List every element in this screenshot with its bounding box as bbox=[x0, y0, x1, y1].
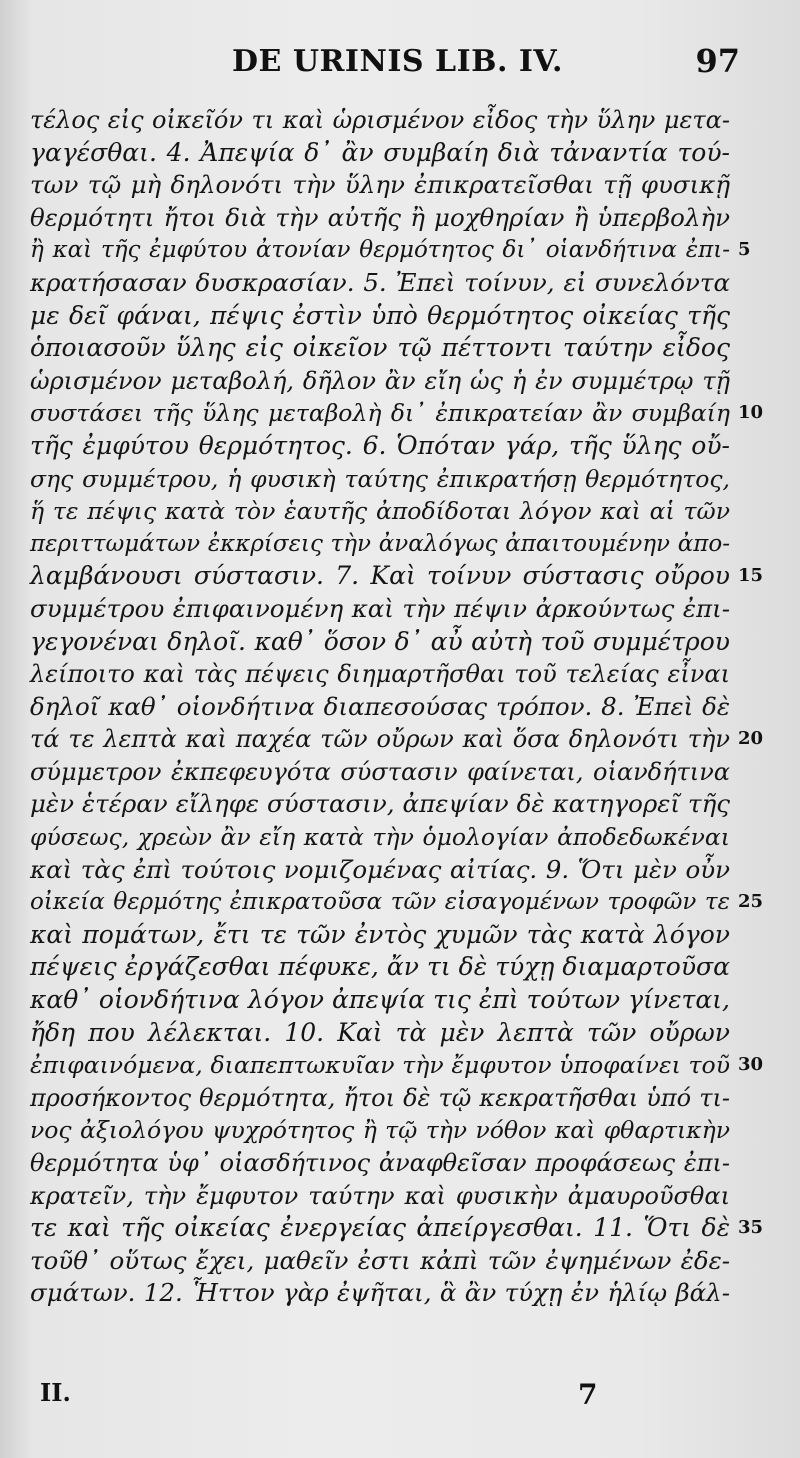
text-line bbox=[30, 1114, 730, 1147]
text-line bbox=[30, 723, 764, 756]
text-line-content: τέλος εἰς οἰκεῖόν τι καὶ ὡρισμένον εἶδος τὴν ὕλην μετα- bbox=[30, 106, 730, 134]
text-line-content: τοῦθ᾽ οὕτως ἔχει, μαθεῖν ἐστι κἀπὶ τῶν ἐψημένων ἐδε- bbox=[30, 1245, 730, 1275]
margin-line-number: 30 bbox=[738, 1054, 764, 1076]
text-line bbox=[30, 1245, 730, 1278]
greek-text-body bbox=[30, 104, 764, 1310]
text-line bbox=[30, 1049, 764, 1082]
text-line-content: ἥ τε πέψις κατὰ τὸν ἑαυτῆς ἀποδίδοται λόγον καὶ αἱ τῶν bbox=[30, 497, 730, 526]
text-line bbox=[30, 267, 730, 300]
text-line-content: ὁποιασοῦν ὕλης εἰς οἰκεῖον τῷ πέττοντι ταύτην εἶδος bbox=[30, 333, 730, 363]
text-line bbox=[30, 788, 730, 821]
text-line bbox=[30, 886, 764, 919]
text-line-content: γαγέσθαι. 4. Ἀπεψία δ᾽ ἂν συμβαίη διὰ τἀναντία τού- bbox=[30, 137, 730, 167]
text-line bbox=[30, 1180, 730, 1213]
text-line-content: θερμότητι ἤτοι διὰ τὴν αὐτῆς ἢ μοχθηρίαν ἢ ὑπερβολὴν bbox=[30, 202, 730, 232]
text-line-content: γεγονέναι δηλοῖ. καθ᾽ ὅσον δ᾽ αὖ αὐτὴ τοῦ συμμέτρου bbox=[30, 626, 730, 656]
margin-line-number: 10 bbox=[738, 402, 764, 424]
text-line-content: ἢ καὶ τῆς ἐμφύτου ἀτονίαν θερμότητος δι᾽ οἱανδήτινα ἐπι- bbox=[30, 237, 730, 264]
text-line bbox=[30, 495, 730, 528]
text-line-content: ὡρισμένον μεταβολή, δῆλον ἂν εἴη ὡς ἡ ἐν συμμέτρῳ τῇ bbox=[30, 366, 730, 395]
text-line bbox=[30, 984, 730, 1017]
text-line-content: με δεῖ φάναι, πέψις ἐστὶν ὑπὸ θερμότητος οἰκείας τῆς bbox=[30, 300, 730, 330]
text-line-content: δηλοῖ καθ᾽ οἱονδήτινα διαπεσούσας τρόπον. 8. Ἐπεὶ δὲ bbox=[30, 691, 730, 721]
text-line-content: κρατεῖν, τὴν ἔμφυτον ταύτην καὶ φυσικὴν ἀμαυροῦσθαι bbox=[30, 1181, 730, 1210]
text-line-content: καθ᾽ οἱονδήτινα λόγον ἀπεψία τις ἐπὶ τούτων γίνεται, bbox=[30, 985, 730, 1015]
text-line bbox=[30, 234, 751, 267]
text-line bbox=[30, 919, 730, 952]
text-line-content: λείποιτο καὶ τὰς πέψεις διημαρτῆσθαι τοῦ τελείας εἶναι bbox=[30, 660, 730, 689]
text-line bbox=[30, 463, 730, 496]
text-line-content: τε καὶ τῆς οἰκείας ἐνεργείας ἀπείργεσθαι. 11. Ὅτι δὲ bbox=[30, 1213, 730, 1243]
text-line-content: ἤδη που λέλεκται. 10. Καὶ τὰ μὲν λεπτὰ τῶν οὔρων bbox=[30, 1017, 730, 1047]
text-line bbox=[30, 137, 730, 170]
text-line-content: νος ἀξιολόγου ψυχρότητος ἢ τῷ τὴν νόθον καὶ φθαρτικὴν bbox=[30, 1116, 730, 1145]
margin-line-number: 15 bbox=[738, 565, 764, 587]
text-line bbox=[30, 1277, 730, 1310]
margin-line-number: 5 bbox=[738, 239, 751, 261]
text-line bbox=[30, 430, 730, 463]
text-line-content: σύμμετρον ἐκπεφευγότα σύστασιν φαίνεται, οἱανδήτινα bbox=[30, 757, 730, 786]
text-line-content: καὶ πομάτων, ἔτι τε τῶν ἐντὸς χυμῶν τὰς κατὰ λόγον bbox=[30, 919, 730, 949]
text-line bbox=[30, 560, 764, 593]
text-line bbox=[30, 1212, 764, 1245]
margin-line-number: 20 bbox=[738, 728, 764, 750]
text-line-content: μὲν ἑτέραν εἴληφε σύστασιν, ἀπεψίαν δὲ κατηγορεῖ τῆς bbox=[30, 789, 730, 819]
text-line-content: καὶ τὰς ἐπὶ τούτοις νομιζομένας αἰτίας. 9. Ὅτι μὲν οὖν bbox=[30, 854, 730, 884]
page-header bbox=[40, 42, 740, 82]
text-line bbox=[30, 332, 730, 365]
page-number: 97 bbox=[695, 42, 740, 80]
text-line bbox=[30, 756, 730, 789]
running-head: DE URINIS LIB. IV. bbox=[232, 44, 563, 79]
text-line bbox=[30, 1017, 730, 1050]
text-line-content: φύσεως, χρεὼν ἂν εἴη κατὰ τὴν ὁμολογίαν ἀποδεδωκέναι bbox=[30, 823, 730, 852]
text-line-content: των τῷ μὴ δηλονότι τὴν ὕλην ἐπικρατεῖσθαι τῇ φυσικῇ bbox=[30, 170, 730, 200]
text-line bbox=[30, 821, 730, 854]
text-line bbox=[30, 169, 730, 202]
text-line bbox=[30, 951, 730, 984]
signature-mark: II. bbox=[40, 1378, 71, 1407]
margin-line-number: 35 bbox=[738, 1217, 764, 1239]
text-line bbox=[30, 691, 730, 724]
text-line-content: τά τε λεπτὰ καὶ παχέα τῶν οὔρων καὶ ὅσα δηλονότι τὴν bbox=[30, 725, 730, 754]
text-line bbox=[30, 626, 730, 659]
text-line-content: πέψεις ἐργάζεσθαι πέφυκε, ἄν τι δὲ τύχῃ διαμαρτοῦσα bbox=[30, 952, 730, 982]
text-line-content: κρατήσασαν δυσκρασίαν. 5. Ἐπεὶ τοίνυν, εἰ συνελόντα bbox=[30, 267, 730, 297]
text-line bbox=[30, 593, 730, 626]
text-line bbox=[30, 202, 730, 235]
text-line bbox=[30, 300, 730, 333]
text-line-content: συστάσει τῆς ὕλης μεταβολὴ δι᾽ ἐπικρατείαν ἂν συμβαίη bbox=[30, 399, 730, 428]
text-line bbox=[30, 104, 730, 137]
text-line-content: συμμέτρου ἐπιφαινομένη καὶ τὴν πέψιν ἀρκούντως ἐπι- bbox=[30, 593, 730, 623]
text-line bbox=[30, 854, 730, 887]
text-line bbox=[30, 658, 730, 691]
text-line-content: σμάτων. 12. Ἧττον γὰρ ἐψῆται, ἃ ἂν τύχῃ ἐν ἡλίῳ βάλ- bbox=[30, 1278, 730, 1308]
text-line-content: ἐπιφαινόμενα, διαπεπτωκυῖαν τὴν ἔμφυτον ὑποφαίνει τοῦ bbox=[30, 1051, 730, 1080]
text-line bbox=[30, 365, 730, 398]
text-line-content: σης συμμέτρου, ἡ φυσικὴ ταύτης ἐπικρατήσῃ θερμότητος, bbox=[30, 464, 730, 493]
text-line bbox=[30, 397, 764, 430]
page-footer bbox=[30, 1378, 730, 1411]
text-line-content: θερμότητα ὑφ᾽ οἱασδήτινος ἀναφθεῖσαν προφάσεως ἐπι- bbox=[30, 1149, 730, 1177]
sheet-number: 7 bbox=[578, 1378, 598, 1411]
text-line-content: προσήκοντος θερμότητα, ἤτοι δὲ τῷ κεκρατῆσθαι ὑπό τι- bbox=[30, 1083, 730, 1112]
text-line-content: τῆς ἐμφύτου θερμότητος. 6. Ὁπόταν γάρ, τῆς ὕλης οὔ- bbox=[30, 430, 730, 460]
margin-line-number: 25 bbox=[738, 891, 764, 913]
text-line-content: περιττωμάτων ἐκκρίσεις τὴν ἀναλόγως ἀπαιτουμένην ἀπο- bbox=[30, 530, 730, 557]
text-line bbox=[30, 1147, 730, 1180]
text-line-content: οἰκεία θερμότης ἐπικρατοῦσα τῶν εἰσαγομένων τροφῶν τε bbox=[30, 889, 730, 916]
text-line bbox=[30, 528, 730, 561]
text-line-content: λαμβάνουσι σύστασιν. 7. Καὶ τοίνυν σύστασις οὔρου bbox=[30, 561, 730, 591]
text-line bbox=[30, 1082, 730, 1115]
